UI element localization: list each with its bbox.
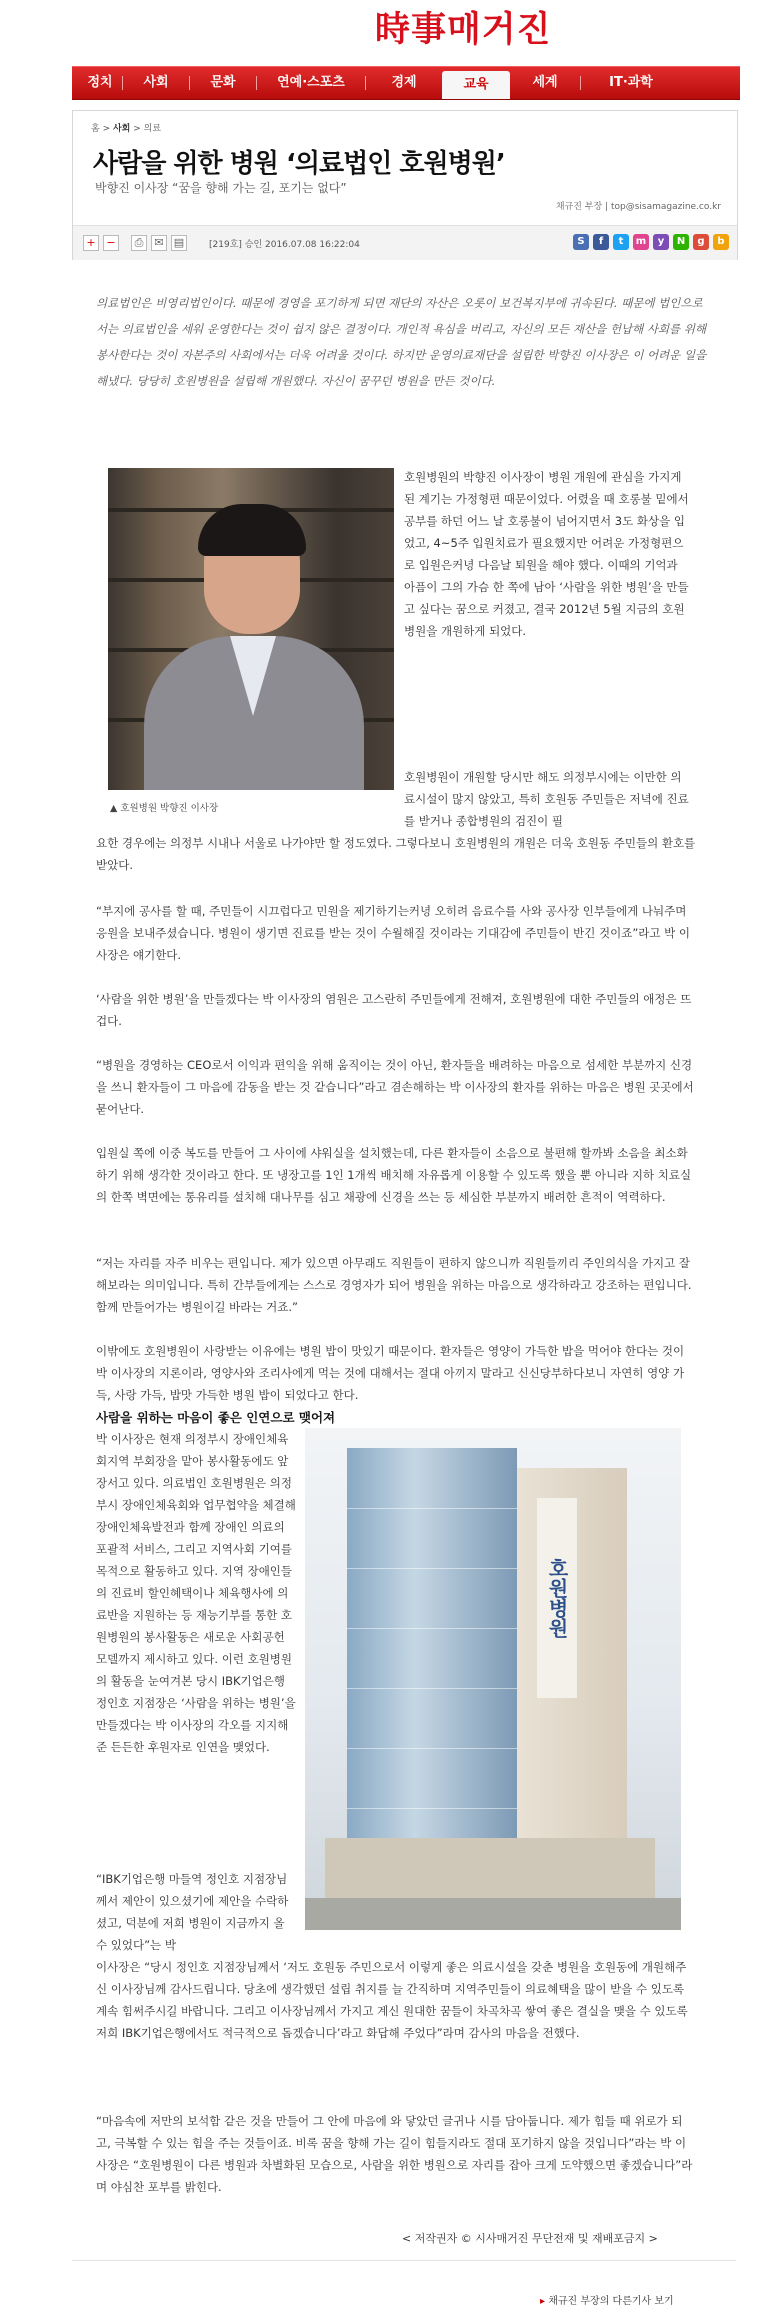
bookmark-icon[interactable]: b (713, 234, 729, 250)
font-increase-button[interactable]: + (83, 235, 99, 251)
nav-item-economy[interactable]: 경제 (391, 75, 417, 90)
article-paragraph: “IBK기업은행 마들역 정인호 지점장님께서 제안이 있으셨기에 제안을 수락하셨고, 덕분에 저희 병원이 지금까지 올 수 있었다”는 박 (96, 1872, 289, 1952)
breadcrumb-subsection[interactable]: 의료 (143, 124, 162, 134)
article-paragraph: “부지에 공사를 할 때, 주민들이 시끄럽다고 민원을 제기하기는커녕 오히려 음료수를 사와 공사장 인부들에게 나눠주며 응원을 보내주셨습니다. 병원이 생기면 진료를 받는 것이 수월해질 것이라는 기대감에 주민들이 반긴 것이죠”라고 박 이사장은 얘기한다. (96, 904, 691, 962)
article-paragraph: 입원실 쪽에 이중 복도를 만들어 그 사이에 샤워실을 설치했는데, 다른 환자들이 소음으로 불편해 할까봐 소음을 최소화하기 위해 생각한 것이라고 한다. 또 냉장고를 1인 1개씩 배치해 자유롭게 이용할 수 있도록 했을 뿐 아니라 지하 치료실의 한쪽 벽면에는 통유리를 설치해 대나무를 심고 채광에 신경을 쓰는 등 세심한 부분까지 배려한 흔적이 역력하다. (96, 1146, 692, 1204)
article-paragraph: “마음속에 저만의 보석함 같은 것을 만들어 그 안에 마음에 와 닿았던 글귀나 시를 담아둡니다. 제가 힘들 때 위로가 되고, 극복할 수 있는 힘을 주는 것들이죠. 비록 꿈을 향해 가는 길이 힘들지라도 절대 포기하지 않을 것입니다”라는 박 이사장은 “호원병원이 다른 병원과 차별화된 모습으로, 사람을 위한 병원으로 자리를 잡아 크게 도약했으면 좋겠습니다”라며 야심찬 포부를 밝힌다. (96, 2114, 693, 2194)
print-share-icon[interactable]: S (573, 234, 589, 250)
article-subtitle: 박향진 이사장 “꿈을 향해 가는 길, 포기는 없다” (95, 181, 347, 195)
article-paragraph: 이밖에도 호원병원이 사랑받는 이유에는 병원 밥이 맛있기 때문이다. 환자들은 영양이 가득한 밥을 먹어야 한다는 것이 박 이사장의 지론이라, 영양사와 조리사에게 먹는 것에 대해서는 절대 아끼지 말라고 신신당부하다보니 자연히 영양 가득, 사랑 가득, 밥맛 가득한 병원 밥이 되었다고 한다. (96, 1344, 685, 1402)
yozm-icon[interactable]: y (653, 234, 669, 250)
nav-item-politics[interactable]: 정치 (87, 75, 113, 90)
article-subheading: 사람을 위하는 마음이 좋은 인연으로 맺어져 (96, 1410, 336, 1425)
facebook-icon[interactable]: f (593, 234, 609, 250)
building-floor-line (347, 1688, 517, 1689)
article-paragraph: 이사장은 “당시 정인호 지점장님께서 ‘저도 호원동 주민으로서 이렇게 좋은 의료시설을 갖춘 병원을 호원동에 개원해주신 이사장님께 감사드립니다. 당초에 생각했던 설립 취지를 늘 간직하며 지역주민들이 의료혜택을 많이 받을 수 있도록 계속 힘써주시길 바랍니다. 그리고 이사장님께서 가지고 계신 원대한 꿈들이 차곡차곡 쌓여 좋은 결실을 맺을 수 있도록 저희 IBK기업은행에서도 적극적으로 돕겠습니다’라고 화답해 주었다”라며 감사의 마음을 전했다. (96, 1960, 688, 2040)
building-floor-line (347, 1568, 517, 1569)
article-toolbar (73, 225, 737, 260)
more-articles-label[interactable]: 채규진 부장의 다른기사 보기 (548, 2296, 674, 2307)
nav-item-entertainment-sports[interactable]: 연예·스포츠 (277, 75, 345, 90)
street (305, 1898, 681, 1930)
article-paragraph: ‘사람을 위한 병원’을 만들겠다는 박 이사장의 염원은 고스란히 주민들에게 전해져, 호원병원에 대한 주민들의 애정은 뜨겁다. (96, 992, 692, 1028)
article-date: [219호] 승인 2016.07.08 16:22:04 (209, 240, 360, 250)
building-glass-facade (347, 1448, 517, 1888)
hospital-building-photo (305, 1428, 681, 1930)
building-floor-line (347, 1748, 517, 1749)
photo-caption: ▲ 호원병원 박향진 이사장 (110, 803, 219, 814)
font-decrease-button[interactable]: − (103, 235, 119, 251)
building-floor-line (347, 1628, 517, 1629)
main-nav (72, 66, 740, 100)
twitter-icon[interactable]: t (613, 234, 629, 250)
copyright-notice: < 저작권자 © 시사매거진 무단전재 및 재배포금지 > (402, 2232, 658, 2245)
article-byline[interactable]: 채규진 부장 | top@sisamagazine.co.kr (555, 202, 721, 212)
save-icon[interactable]: ▤ (171, 235, 187, 251)
chairman-photo (108, 468, 394, 790)
article-header (72, 110, 738, 260)
article-paragraph: 요한 경우에는 의정부 시내나 서울로 나가야만 할 정도였다. 그렇다보니 호원병원의 개원은 더욱 호원동 주민들의 환호를 받았다. (96, 836, 696, 872)
article-paragraph: 호원병원의 박향진 이사장이 병원 개원에 관심을 가지게 된 계기는 가정형편 때문이었다. 어렸을 때 호롱불 밑에서 공부를 하던 어느 날 호롱불이 넘어지면서 3도 화상을 입었고, 4~5주 입원치료가 필요했지만 어려운 가정형편으로 입원은커녕 다음날 퇴원을 해야 했다. 이때의 기억과 아픔이 그의 가슴 한 쪽에 남아 ‘사람을 위한 병원’을 만들고 싶다는 꿈으로 커졌고, 결국 2012년 5월 지금의 호원병원을 개원하게 되었다. (404, 470, 689, 638)
building-ground-floor (325, 1838, 655, 1898)
naver-icon[interactable]: N (673, 234, 689, 250)
nav-item-culture[interactable]: 문화 (210, 75, 236, 90)
google-icon[interactable]: g (693, 234, 709, 250)
nav-item-it-science[interactable]: IT·과학 (609, 75, 653, 90)
breadcrumb-section[interactable]: 사회 (112, 124, 131, 134)
nav-item-world[interactable]: 세계 (532, 75, 558, 90)
content-divider (72, 2260, 736, 2261)
email-icon[interactable]: ✉ (151, 235, 167, 251)
more-articles-link[interactable] (540, 2292, 674, 2307)
print-icon[interactable]: ⎙ (131, 235, 147, 251)
nav-item-society[interactable]: 사회 (143, 75, 169, 90)
article-paragraph: 호원병원이 개원할 당시만 해도 의정부시에는 이만한 의료시설이 많지 않았고, 특히 호원동 주민들은 저녁에 진료를 받거나 종합병원의 검진이 필 (404, 770, 689, 828)
article-lead: 의료법인은 비영리법인이다. 때문에 경영을 포기하게 되면 재단의 자산은 오롯이 보건복지부에 귀속된다. 때문에 법인으로서는 의료법인을 세워 운영한다는 것이 쉽지 않은 결정이다. 개인적 욕심을 버리고, 자신의 모든 재산을 헌납해 사회를 위해 봉사한다는 것이 자본주의 사회에서는 더욱 어려울 것이다. 하지만 운영의료재단을 설립한 박향진 이사장은 이 어려운 일을 해냈다. 당당히 호원병원을 설립해 개원했다. 자신이 꿈꾸던 병원을 만든 것이다. (96, 296, 707, 388)
site-logo[interactable]: 時事매거진 (375, 9, 552, 50)
breadcrumb: 홈 > 사회 > 의료 (91, 124, 162, 134)
building-floor-line (347, 1508, 517, 1509)
article-paragraph: 박 이사장은 현재 의정부시 장애인체육회지역 부회장을 맡아 봉사활동에도 앞장서고 있다. 의료법인 호원병원은 의정부시 장애인체육회와 업무협약을 체결해 장애인체육발전과 함께 장애인 의료의 포괄적 서비스, 그리고 지역사회 기여를 목적으로 활동하고 있다. 지역 장애인들의 진료비 할인혜택이나 체육행사에 의료반을 지원하는 등 재능기부를 통한 호원병원의 봉사활동은 새로운 사회공헌 모델까지 제시하고 있다. 이런 호원병원의 활동을 눈여겨본 당시 IBK기업은행 정인호 지점장은 ‘사람을 위하는 병원’을 만들겠다는 박 이사장의 각오를 지지해준 든든한 후원자로 인연을 맺었다. (96, 1432, 296, 1754)
me2day-icon[interactable]: m (633, 234, 649, 250)
article-paragraph: “병원을 경영하는 CEO로서 이익과 편익을 위해 움직이는 것이 아닌, 환자들을 배려하는 마음으로 섬세한 부분까지 신경을 쓰니 환자들이 그 마음에 감동을 받는 것 같습니다”라고 겸손해하는 박 이사장의 환자를 위하는 마음은 병원 곳곳에서 묻어난다. (96, 1058, 694, 1116)
arrow-icon: ▸ (540, 2296, 546, 2307)
article-paragraph: “저는 자리를 자주 비우는 편입니다. 제가 있으면 아무래도 직원들이 편하지 않으니까 직원들끼리 주인의식을 가지고 잘해보라는 의미입니다. 특히 간부들에게는 스스로 경영자가 되어 병원을 위하는 마음으로 생각하라고 강조하는 편입니다. 함께 만들어가는 병원이길 바라는 거죠.” (96, 1256, 692, 1314)
hospital-sign: 호원병원 (537, 1498, 577, 1698)
breadcrumb-home[interactable]: 홈 (91, 124, 100, 134)
building-floor-line (347, 1808, 517, 1809)
article-title: 사람을 위한 병원 ‘의료법인 호원병원’ (93, 149, 505, 179)
nav-item-education[interactable]: 교육 (442, 71, 510, 99)
